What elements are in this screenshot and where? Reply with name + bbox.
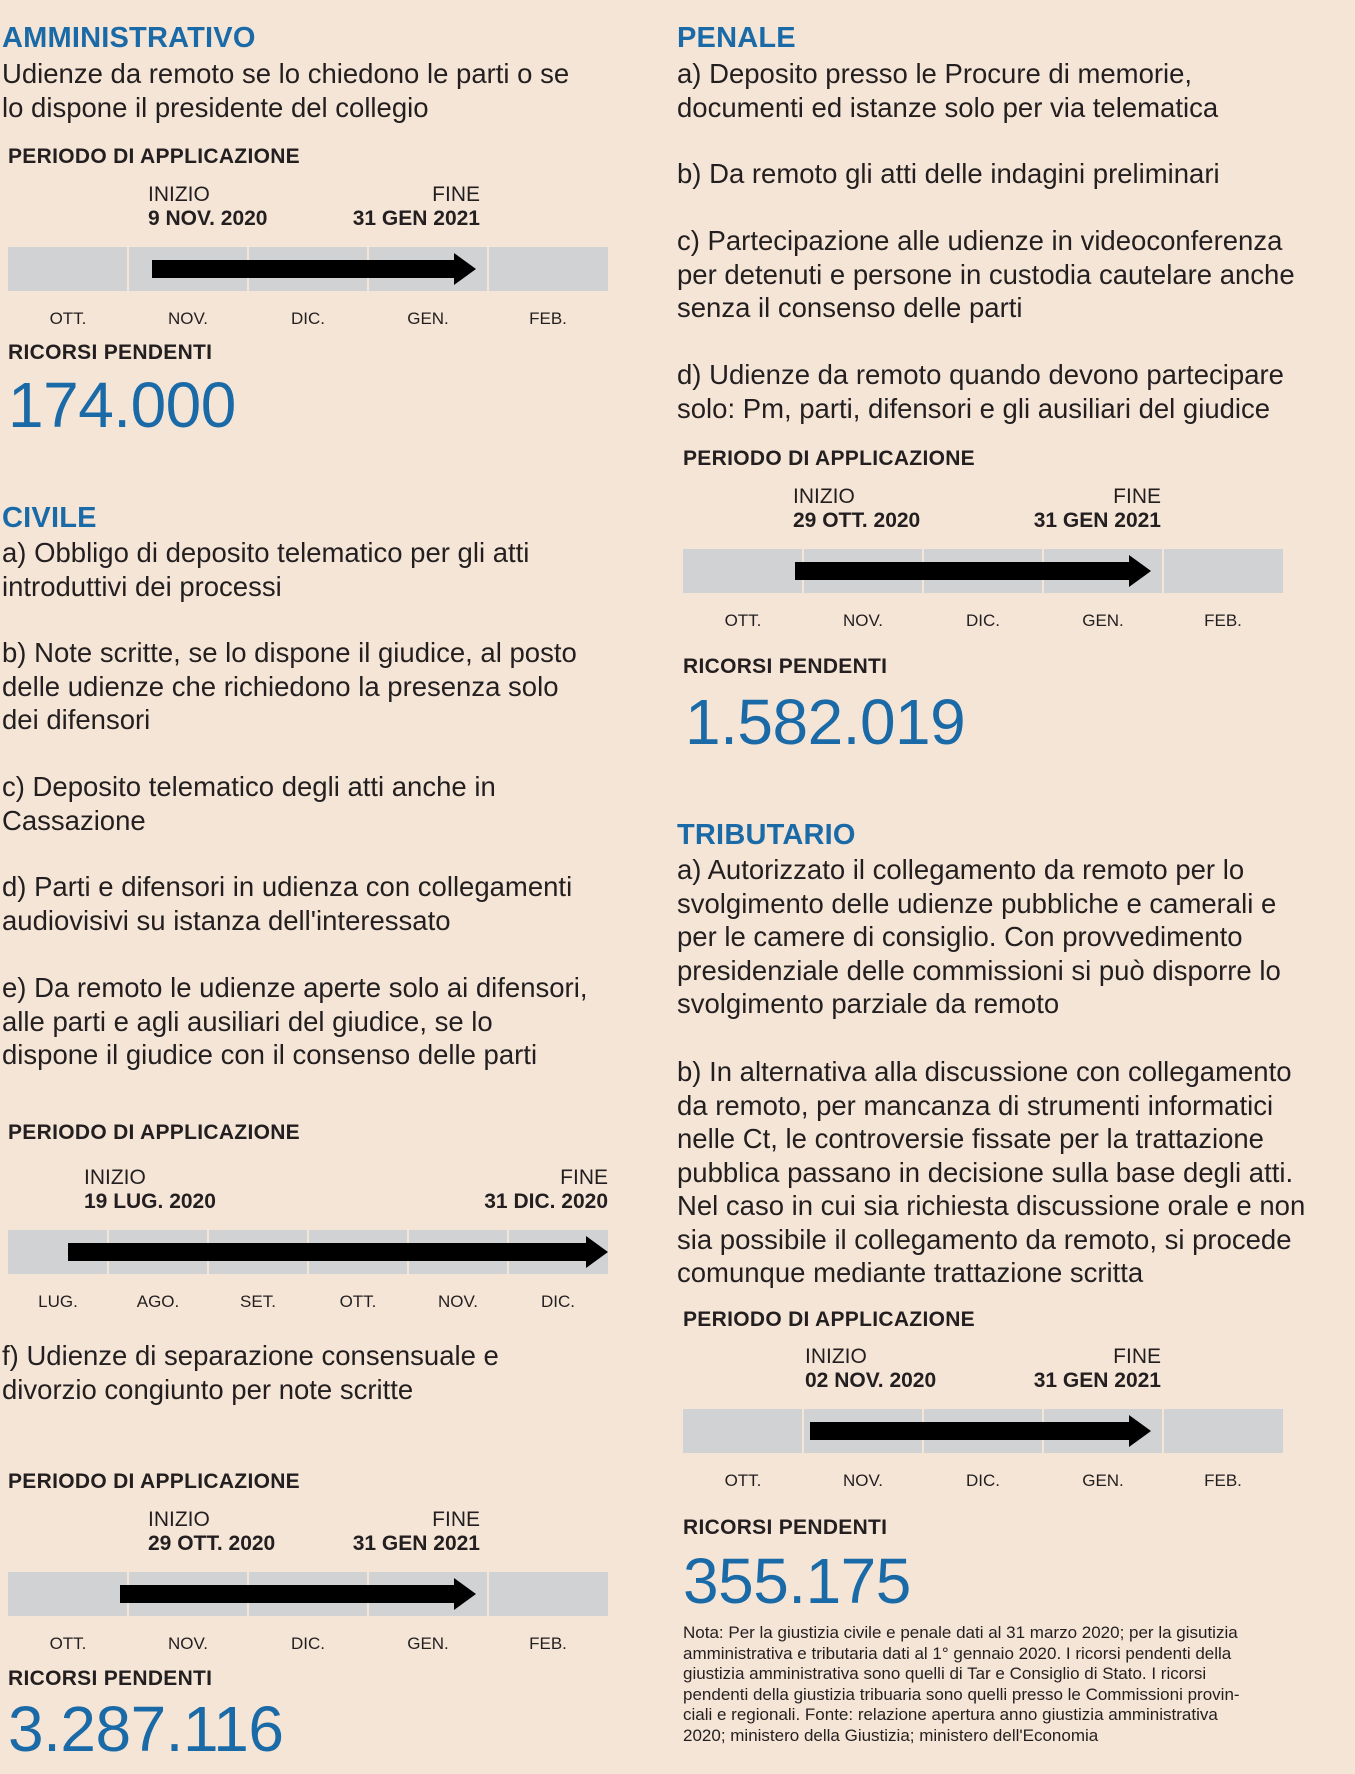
timeline-month-label: FEB. <box>1204 1471 1242 1490</box>
civile-item-f: f) Udienze di separazione consensuale e divorzio congiunto per note scritte <box>2 1340 499 1405</box>
timeline-month-label: NOV. <box>167 309 208 328</box>
timeline-month-label: GEN. <box>407 1634 449 1653</box>
footnote-line: Nota: Per la giustizia civile e penale dati al 31 marzo 2020; per la gisutizia <box>683 1623 1238 1642</box>
timeline-month-label: DIC. <box>541 1292 575 1311</box>
civile-item-b: b) Note scritte, se lo dispone il giudice, al posto delle udienze che richiedono la presenza solo dei difensori <box>2 637 577 735</box>
tributario-item-b: b) In alternativa alla discussione con collegamento da remoto, per mancanza di strumenti informatici nelle Ct, le controversie fissate per la trattazione pubblica passano in decisione sulla base degli atti. Nel caso in cui sia richiesta discussione orale e non sia possibile il collegamento da remoto, si procede comunque mediante trattazione scritta <box>677 1056 1306 1288</box>
timeline-inizio-date: 19 LUG. 2020 <box>84 1190 216 1213</box>
timeline-inizio-label: INIZIO <box>805 1345 867 1368</box>
timeline-arrow-head <box>1129 1415 1151 1447</box>
timeline-arrow-shaft <box>795 562 1129 580</box>
timeline-fine-label: FINE <box>560 1166 608 1189</box>
timeline-arrow-shaft <box>68 1243 586 1261</box>
timeline-month-label: DIC. <box>966 611 1000 630</box>
timeline-tick <box>127 247 129 291</box>
footnote-line: 2020; ministero della Giustizia; ministero dell'Economia <box>683 1725 1099 1745</box>
timeline-civile-1 <box>8 1166 608 1346</box>
section-title-tributario: TRIBUTARIO <box>677 819 856 851</box>
timeline-bar <box>683 1409 1283 1453</box>
timeline-fine-label: FINE <box>1113 1345 1161 1368</box>
period-label-civile-2: PERIODO DI APPLICAZIONE <box>8 1470 300 1493</box>
timeline-month-label: AGO. <box>136 1292 180 1311</box>
timeline-tick <box>487 247 489 291</box>
timeline-fine-date: 31 GEN 2021 <box>352 207 480 230</box>
timeline-civile-2 <box>8 1508 608 1688</box>
ricorsi-value-amministrativo: 174.000 <box>8 369 236 441</box>
timeline-month-label: OTT. <box>724 1471 762 1490</box>
ricorsi-value-tributario: 355.175 <box>683 1545 911 1617</box>
timeline-bar <box>8 1230 608 1274</box>
period-label-amministrativo: PERIODO DI APPLICAZIONE <box>8 145 300 168</box>
timeline-month-label: NOV. <box>437 1292 478 1311</box>
ricorsi-label-civile: RICORSI PENDENTI <box>8 1667 213 1690</box>
section-title-civile: CIVILE <box>2 502 97 534</box>
penale-item-c: c) Partecipazione alle udienze in videoconferenza per detenuti e persone in custodia cautelare anche senza il consenso delle parti <box>677 225 1295 323</box>
timeline-month-label: FEB. <box>1204 611 1242 630</box>
timeline-inizio-label: INIZIO <box>148 1508 210 1531</box>
timeline-month-label: FEB. <box>529 309 567 328</box>
footnote-line: amministrativa e tributaria dati al 1° gennaio 2020. I ricorsi pendenti della <box>683 1643 1232 1663</box>
timeline-arrow-head <box>586 1236 608 1268</box>
timeline-month-label: NOV. <box>842 611 883 630</box>
timeline-month-label: GEN. <box>407 309 449 328</box>
period-label-civile-1: PERIODO DI APPLICAZIONE <box>8 1121 300 1144</box>
timeline-arrow-shaft <box>120 1585 454 1603</box>
timeline-month-label: OTT. <box>49 309 87 328</box>
footnote-line: ciali e regionali. Fonte: relazione apertura anno giustizia amministrativa <box>683 1705 1218 1724</box>
ricorsi-label-penale: RICORSI PENDENTI <box>683 655 888 678</box>
footnote-line: giustizia amministrativa sono quelli di Tar e Consiglio di Stato. I ricorsi <box>683 1664 1207 1683</box>
timeline-month-label: SET. <box>240 1292 276 1311</box>
timeline-penale <box>683 485 1283 665</box>
timeline-arrow-shaft <box>810 1422 1129 1440</box>
timeline-arrow-head <box>1129 555 1151 587</box>
timeline-month-label: NOV. <box>167 1634 208 1653</box>
penale-item-b: b) Da remoto gli atti delle indagini preliminari <box>677 158 1220 189</box>
timeline-month-label: FEB. <box>529 1634 567 1653</box>
timeline-tick <box>487 1572 489 1616</box>
civile-item-d: d) Parti e difensori in udienza con collegamenti audiovisivi su istanza dell'interessato <box>2 871 573 936</box>
timeline-month-label: OTT. <box>724 611 762 630</box>
period-label-tributario: PERIODO DI APPLICAZIONE <box>683 1308 975 1331</box>
timeline-arrow-shaft <box>152 260 454 278</box>
period-label-penale: PERIODO DI APPLICAZIONE <box>683 447 975 470</box>
timeline-month-label: DIC. <box>291 1634 325 1653</box>
timeline-bar <box>8 1572 608 1616</box>
tributario-item-a: a) Autorizzato il collegamento da remoto per lo svolgimento delle udienze pubbliche e camerali e per le camere di consiglio. Con provvedimento presidenziale delle commissioni si può disporre lo svolgimento parziale da remoto <box>677 854 1281 1019</box>
timeline-tick <box>802 1409 804 1453</box>
timeline-month-label: OTT. <box>49 1634 87 1653</box>
timeline-month-label: LUG. <box>38 1292 78 1311</box>
ricorsi-label-tributario: RICORSI PENDENTI <box>683 1516 888 1539</box>
timeline-month-label: NOV. <box>842 1471 883 1490</box>
civile-item-a: a) Obbligo di deposito telematico per gli atti introduttivi dei processi <box>2 537 530 602</box>
timeline-month-label: DIC. <box>291 309 325 328</box>
timeline-month-label: GEN. <box>1082 1471 1124 1490</box>
timeline-fine-date: 31 GEN 2021 <box>1033 1369 1161 1392</box>
timeline-month-label: DIC. <box>966 1471 1000 1490</box>
timeline-tick <box>1162 549 1164 593</box>
timeline-bar <box>8 247 608 291</box>
timeline-fine-date: 31 GEN 2021 <box>1033 509 1161 532</box>
section-title-amministrativo: AMMINISTRATIVO <box>2 22 256 54</box>
timeline-inizio-date: 9 NOV. 2020 <box>148 207 268 230</box>
timeline-inizio-label: INIZIO <box>793 485 855 508</box>
timeline-tick <box>1162 1409 1164 1453</box>
timeline-fine-date: 31 GEN 2021 <box>352 1532 480 1555</box>
timeline-month-label: OTT. <box>339 1292 377 1311</box>
timeline-fine-label: FINE <box>432 1508 480 1531</box>
timeline-fine-label: FINE <box>432 183 480 206</box>
timeline-month-label: GEN. <box>1082 611 1124 630</box>
penale-item-d: d) Udienze da remoto quando devono partecipare solo: Pm, parti, difensori e gli ausiliari del giudice <box>677 359 1284 424</box>
footnote-line: pendenti della giustizia tribuaria sono quelli presso le Commissioni provin- <box>683 1684 1240 1704</box>
timeline-arrow-head <box>454 1578 476 1610</box>
civile-item-c: c) Deposito telematico degli atti anche in Cassazione <box>2 771 496 836</box>
ricorsi-label-amministrativo: RICORSI PENDENTI <box>8 341 213 364</box>
ricorsi-value-civile: 3.287.116 <box>8 1693 284 1765</box>
timeline-inizio-date: 29 OTT. 2020 <box>793 509 921 532</box>
timeline-inizio-date: 02 NOV. 2020 <box>805 1369 937 1392</box>
penale-item-a: a) Deposito presso le Procure di memorie, documenti ed istanze solo per via telematica <box>677 58 1219 123</box>
timeline-amministrativo <box>8 183 608 363</box>
timeline-arrow-head <box>454 253 476 285</box>
timeline-inizio-date: 29 OTT. 2020 <box>148 1532 276 1555</box>
amministrativo-text: Udienze da remoto se lo chiedono le parti o se lo dispone il presidente del collegio <box>2 58 570 123</box>
timeline-bar <box>683 549 1283 593</box>
footnote <box>683 1623 1343 1746</box>
civile-item-e: e) Da remoto le udienze aperte solo ai difensori, alle parti e agli ausiliari del giudice, se lo dispone il giudice con il consenso delle parti <box>2 972 588 1070</box>
timeline-inizio-label: INIZIO <box>148 183 210 206</box>
section-title-penale: PENALE <box>677 22 796 54</box>
timeline-fine-date: 31 DIC. 2020 <box>484 1190 608 1213</box>
ricorsi-value-penale: 1.582.019 <box>685 686 966 758</box>
timeline-inizio-label: INIZIO <box>84 1166 146 1189</box>
timeline-fine-label: FINE <box>1113 485 1161 508</box>
timeline-tributario <box>683 1345 1283 1525</box>
